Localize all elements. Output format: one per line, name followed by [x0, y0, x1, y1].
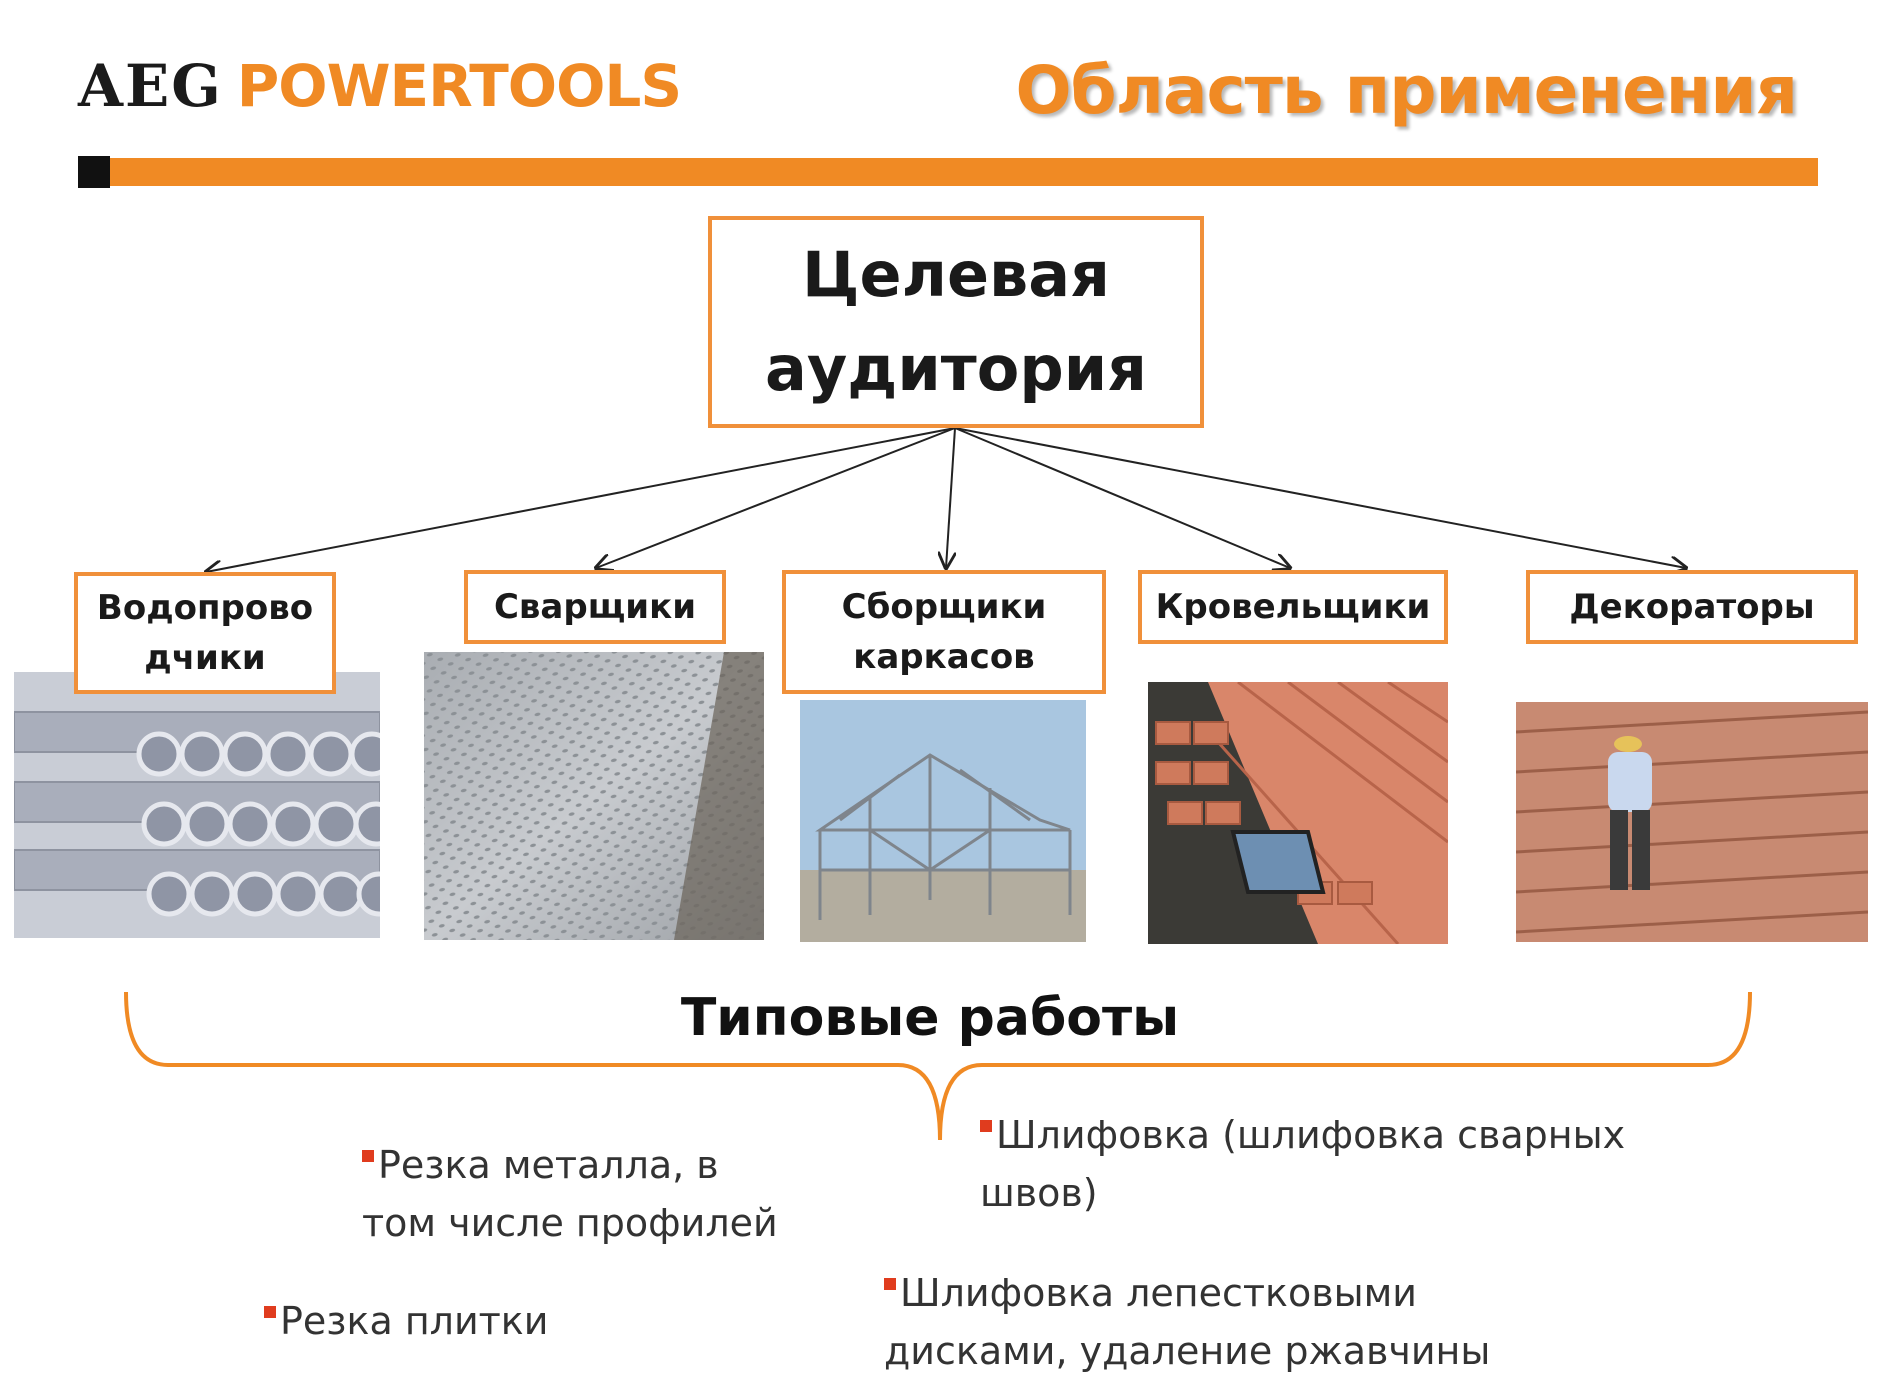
task-grinding-seams-line2: швов) — [980, 1171, 1098, 1215]
task-metal-cutting-line2: том числе профилей — [362, 1201, 778, 1245]
bullet-icon — [980, 1120, 992, 1132]
task-metal-cutting-line1: Резка металла, в — [378, 1143, 719, 1187]
category-plumbers-line2: дчики — [144, 638, 266, 678]
category-roofers-label: Кровельщики — [1155, 587, 1431, 627]
task-tile-cutting-line1: Резка плитки — [280, 1299, 549, 1343]
target-audience-line2: аудитория — [765, 332, 1147, 405]
brand-powertools-text: POWERTOOLS — [236, 52, 682, 120]
task-flap-disc-grinding-line1: Шлифовка лепестковыми — [900, 1271, 1417, 1315]
category-plumbers-line1: Водопрово — [96, 588, 314, 628]
category-frame-builders-line2: каркасов — [853, 637, 1035, 677]
category-decorators-label: Декораторы — [1569, 587, 1815, 627]
task-tile-cutting — [264, 1292, 548, 1350]
task-grinding-seams-line1: Шлифовка (шлифовка сварных — [996, 1113, 1626, 1157]
task-metal-cutting — [362, 1136, 778, 1252]
target-audience-line1: Целевая — [802, 238, 1110, 311]
brand-aeg-text: AEG — [78, 52, 223, 120]
slide-title: Область применения — [1015, 52, 1797, 129]
task-grinding-seams — [980, 1106, 1625, 1222]
task-flap-disc-grinding — [884, 1264, 1490, 1380]
bullet-icon — [362, 1150, 374, 1162]
bullet-icon — [884, 1278, 896, 1290]
bullet-icon — [264, 1306, 276, 1318]
typical-works-label: Типовые работы — [680, 988, 1180, 1048]
category-welders-label: Сварщики — [493, 587, 697, 627]
category-frame-builders-line1: Сборщики — [841, 587, 1047, 627]
task-flap-disc-grinding-line2: дисками, удаление ржавчины — [884, 1329, 1491, 1373]
